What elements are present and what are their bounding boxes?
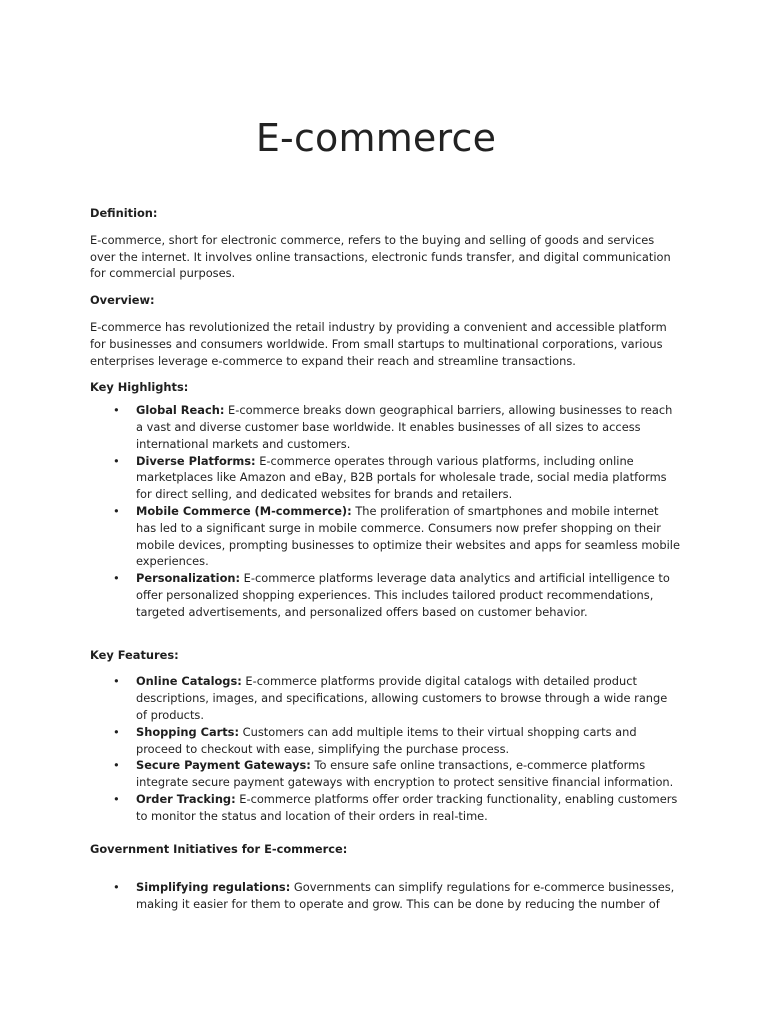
bullet-icon: • — [113, 503, 120, 518]
key-features-list — [90, 673, 680, 824]
list-item — [90, 453, 680, 503]
bullet-icon: • — [113, 880, 120, 895]
item-term: Simplifying regulations: — [136, 880, 291, 895]
bullet-icon: • — [113, 403, 120, 418]
key-features-heading: Key Features: — [90, 647, 179, 662]
bullet-icon: • — [113, 674, 120, 689]
government-initiatives-heading: Government Initiatives for E-commerce: — [90, 841, 348, 856]
bullet-icon: • — [113, 791, 120, 806]
document-body — [90, 205, 680, 913]
list-item — [90, 503, 680, 570]
overview-heading: Overview: — [90, 293, 155, 308]
government-initiatives-list — [90, 879, 680, 913]
item-term: Personalization: — [136, 571, 241, 586]
bullet-icon: • — [113, 758, 120, 773]
item-text: E-commerce platforms leverage data analytics and artificial intelligence to offer personalized shopping experiences. This includes tailored product recommendations, targeted advertisements, and personalized offers based on customer behavior. — [136, 571, 670, 619]
item-term: Mobile Commerce (M-commerce): — [136, 503, 352, 518]
bullet-icon: • — [113, 571, 120, 586]
item-term: Secure Payment Gateways: — [136, 758, 311, 773]
item-term: Online Catalogs: — [136, 674, 242, 689]
item-text: E-commerce platforms offer order tracking functionality, enabling customers to monitor the status and location of their orders in real-time. — [136, 791, 678, 823]
item-text: E-commerce breaks down geographical barriers, allowing businesses to reach a vast and diverse customer base worldwide. It enables businesses of all sizes to access international markets and customers. — [136, 403, 673, 451]
list-item — [90, 724, 680, 758]
page-title: E-commerce — [255, 116, 497, 160]
definition-paragraph: E-commerce, short for electronic commerce, refers to the buying and selling of goods and services over the internet. It involves online transactions, electronic funds transfer, and digital communication for commercial purposes. — [90, 232, 671, 281]
item-term: Shopping Carts: — [136, 724, 240, 739]
list-item — [90, 791, 680, 825]
item-text: The proliferation of smartphones and mobile internet has led to a significant surge in mobile commerce. Consumers now prefer shopping on their mobile devices, prompting businesses to optimize their websites and apps for seamless mobile experiences. — [136, 503, 680, 569]
item-term: Order Tracking: — [136, 791, 236, 806]
bullet-icon: • — [113, 724, 120, 739]
key-highlights-list — [90, 402, 680, 620]
list-item — [90, 879, 680, 913]
list-item — [90, 673, 680, 723]
key-highlights-heading: Key Highlights: — [90, 380, 189, 395]
list-item — [90, 757, 680, 791]
item-text: E-commerce operates through various platforms, including online marketplaces like Amazon and eBay, B2B portals for wholesale trade, social media platforms for direct selling, and dedicated websites for brands and retailers. — [136, 453, 667, 502]
overview-paragraph: E-commerce has revolutionized the retail industry by providing a convenient and accessible platform for businesses and consumers worldwide. From small startups to multinational corporations, various enterprises leverage e-commerce to expand their reach and streamline transactions. — [90, 319, 667, 368]
item-text: E-commerce platforms provide digital catalogs with detailed product descriptions, images, and specifications, allowing customers to browse through a wide range of products. — [136, 674, 668, 722]
list-item — [90, 402, 680, 452]
bullet-icon: • — [113, 453, 120, 468]
item-text: To ensure safe online transactions, e-commerce platforms integrate secure payment gateways with encryption to protect sensitive financial information. — [136, 758, 674, 790]
item-text: Customers can add multiple items to their virtual shopping carts and proceed to checkout with ease, simplifying the purchase process. — [136, 724, 637, 756]
item-text: Governments can simplify regulations for e-commerce businesses, making it easier for them to operate and grow. This can be done by reducing the number of — [136, 880, 675, 912]
item-term: Global Reach: — [136, 403, 225, 418]
list-item — [90, 570, 680, 620]
definition-heading: Definition: — [90, 206, 158, 220]
item-term: Diverse Platforms: — [136, 453, 256, 468]
